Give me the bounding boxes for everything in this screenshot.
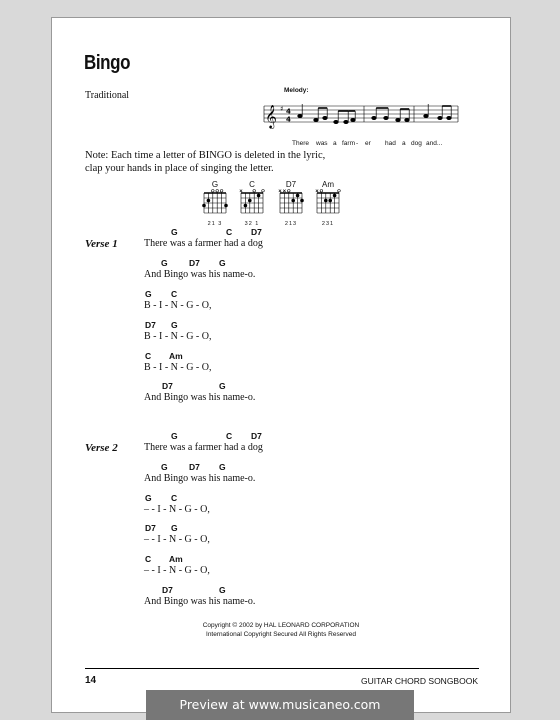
page-number: 14 <box>85 675 97 686</box>
chord-symbol: G <box>171 431 178 441</box>
chord-diagram-name: Am <box>322 180 334 189</box>
chord-symbol: C <box>145 554 152 564</box>
melody-syllable: a <box>333 140 337 147</box>
chord-diagram-name: C <box>249 180 255 189</box>
melody-syllable: dog <box>411 140 422 147</box>
melody-label: Melody: <box>284 87 309 94</box>
chord-diagram-am <box>311 180 345 227</box>
melody-syllable: and... <box>426 140 443 147</box>
chord-symbol: G <box>145 289 152 299</box>
chord-symbol: D7 <box>251 431 262 441</box>
chord-symbol: D7 <box>162 381 173 391</box>
chord-grid-icon <box>198 189 232 215</box>
chord-grid-icon <box>311 189 345 215</box>
song-author: Traditional <box>85 90 130 101</box>
chord-symbol: G <box>145 493 152 503</box>
chord-symbol: G <box>219 585 226 595</box>
performance-note: Note: Each time a letter of BINGO is deleted in the lyric, clap your hands in place of singing the letter. <box>85 150 326 174</box>
lyric-line: And Bingo was his name-o. <box>144 473 256 484</box>
svg-text:4: 4 <box>286 115 291 124</box>
chord-symbol: C <box>171 493 178 503</box>
lyric-line: B - I - N - G - O, <box>144 331 212 342</box>
chord-symbol: G <box>161 462 168 472</box>
copyright-line-1: Copyright © 2002 by HAL LEONARD CORPORATION <box>202 622 360 629</box>
chord-diagram-fingering: 32 1 <box>244 221 260 227</box>
chord-diagram-d7 <box>274 180 308 227</box>
copyright-notice <box>52 621 510 639</box>
lyric-line: B - I - N - G - O, <box>144 300 212 311</box>
chord-grid-icon <box>274 189 308 215</box>
sheet-page <box>52 18 510 712</box>
svg-text:♯: ♯ <box>280 105 284 113</box>
lyric-line: – - I - N - G - O, <box>144 534 210 545</box>
copyright-line-2: International Copyright Secured All Rights Reserved <box>206 631 356 638</box>
chord-diagram-name: D7 <box>285 180 297 189</box>
chord-symbol: C <box>226 227 233 237</box>
lyric-line: There was a farmer had a dog <box>144 238 263 249</box>
chord-symbol: G <box>171 523 178 533</box>
chord-grid-icon <box>235 189 269 215</box>
chord-diagram-fingering: 213 <box>284 221 298 227</box>
chord-symbol: G <box>219 258 226 268</box>
book-title: GUITAR CHORD SONGBOOK <box>361 676 478 686</box>
melody-syllable: had <box>385 140 396 147</box>
song-title: Bingo <box>84 52 131 74</box>
lyric-line: – - I - N - G - O, <box>144 504 210 515</box>
chord-symbol: D7 <box>162 585 173 595</box>
chord-symbol: D7 <box>189 258 200 268</box>
lyric-line: And Bingo was his name-o. <box>144 392 256 403</box>
chord-symbol: Am <box>169 554 183 564</box>
chord-symbol: C <box>145 351 152 361</box>
lyric-line: – - I - N - G - O, <box>144 565 210 576</box>
melody-staff <box>260 96 460 140</box>
melody-syllable: was <box>316 140 328 147</box>
svg-text:4: 4 <box>286 107 291 116</box>
chord-symbol: G <box>171 320 178 330</box>
melody-syllable: There <box>292 140 309 147</box>
chord-symbol: G <box>219 462 226 472</box>
svg-text:𝄞: 𝄞 <box>265 104 277 128</box>
footer-divider <box>85 668 479 669</box>
chord-symbol: D7 <box>145 523 156 533</box>
chord-symbol: C <box>171 289 178 299</box>
verse-2-label: Verse 2 <box>85 442 118 454</box>
chord-symbol: G <box>171 227 178 237</box>
lyric-line: There was a farmer had a dog <box>144 442 263 453</box>
preview-banner[interactable]: Preview at www.musicaneo.com <box>146 690 414 720</box>
chord-diagram-fingering: 21 3 <box>207 221 223 227</box>
melody-syllable: a <box>402 140 406 147</box>
melody-syllable: er <box>365 140 371 147</box>
verse-1-label: Verse 1 <box>85 238 118 250</box>
lyric-line: B - I - N - G - O, <box>144 362 212 373</box>
melody-syllable: farm <box>342 140 355 147</box>
chord-symbol: G <box>161 258 168 268</box>
melody-syllable: - <box>356 140 359 147</box>
chord-diagram-name: G <box>211 180 219 189</box>
lyric-line: And Bingo was his name-o. <box>144 596 256 607</box>
chord-diagram-g <box>198 180 232 227</box>
chord-symbol: C <box>226 431 233 441</box>
chord-symbol: Am <box>169 351 183 361</box>
chord-symbol: D7 <box>145 320 156 330</box>
chord-diagram-fingering: 231 <box>321 221 335 227</box>
chord-symbol: D7 <box>189 462 200 472</box>
lyric-line: And Bingo was his name-o. <box>144 269 256 280</box>
chord-symbol: D7 <box>251 227 262 237</box>
chord-symbol: G <box>219 381 226 391</box>
chord-diagram-c <box>235 180 269 227</box>
